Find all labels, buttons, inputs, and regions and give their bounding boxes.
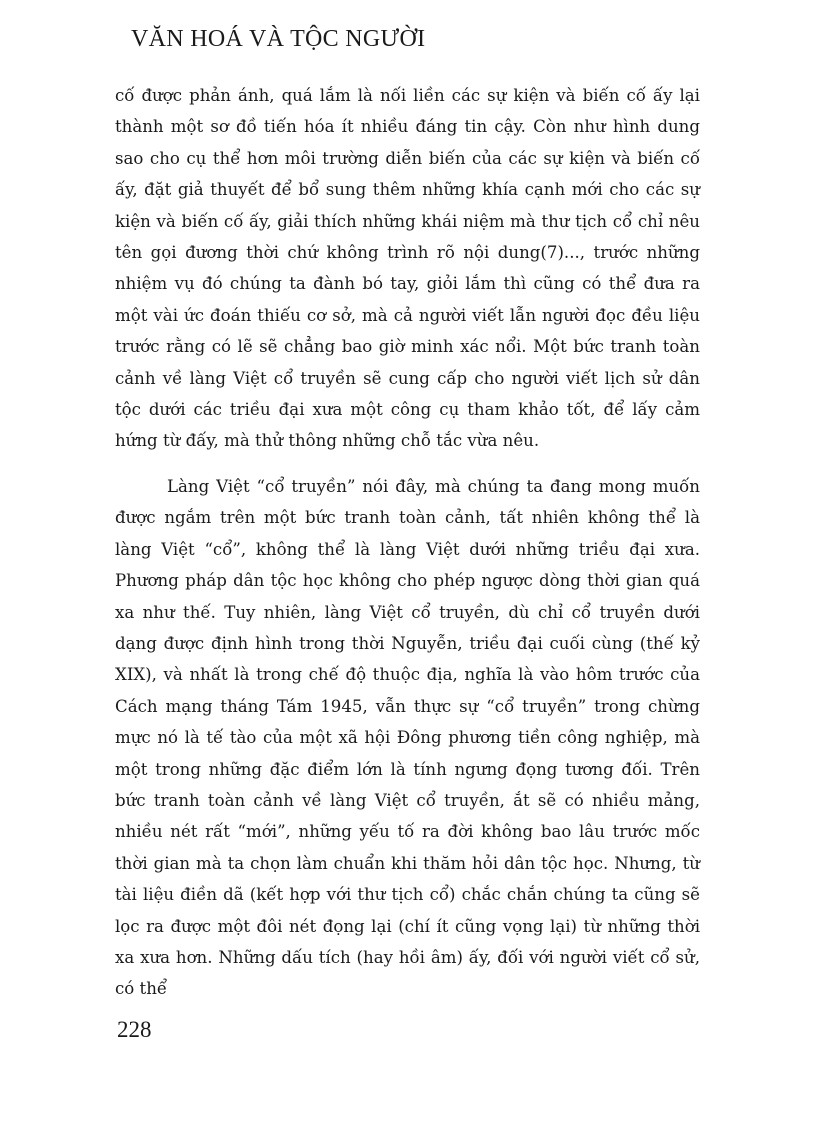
running-header: VĂN HOÁ VÀ TỘC NGƯỜI bbox=[131, 26, 426, 52]
page-body bbox=[115, 80, 700, 1005]
paragraph-continuation: cố được phản ánh, quá lắm là nối liền các sự kiện và biến cố ấy lại thành một sơ đồ tiến hóa ít nhiều đáng tin cậy. Còn như hình dung sao cho cụ thể hơn môi trường diễn biến của các sự kiện và biến cố ấy, đặt giả thuyết để bổ sung thêm những khía cạnh mới cho các sự kiện và biến cố ấy, giải thích những khái niệm mà thư tịch cổ chỉ nêu tên gọi đương thời chứ không trình rõ nội dung(7)..., trước những nhiệm vụ đó chúng ta đành bó tay, giỏi lắm thì cũng có thể đưa ra một vài ức đoán thiếu cơ sở, mà cả người viết lẫn người đọc đều liệu trước rằng có lẽ sẽ chẳng bao giờ minh xác nổi. Một bức tranh toàn cảnh về làng Việt cổ truyền sẽ cung cấp cho người viết lịch sử dân tộc dưới các triều đại xưa một công cụ tham khảo tốt, để lấy cảm hứng từ đấy, mà thử thông những chỗ tắc vừa nêu. bbox=[115, 86, 700, 451]
paragraph-lang-viet-co-truyen: Làng Việt “cổ truyền” nói đây, mà chúng ta đang mong muốn được ngắm trên một bức tranh toàn cảnh, tất nhiên không thể là làng Việt “cổ”, không thể là làng Việt dưới những triều đại xưa. Phương pháp dân tộc học không cho phép ngược dòng thời gian quá xa như thế. Tuy nhiên, làng Việt cổ truyền, dù chỉ cổ truyền dưới dạng được định hình trong thời Nguyễn, triều đại cuối cùng (thế kỷ XIX), và nhất là trong chế độ thuộc địa, nghĩa là vào hôm trước của Cách mạng tháng Tám 1945, vẫn thực sự “cổ truyền” trong chừng mực nó là tế tào của một xã hội Đông phương tiền công nghiệp, mà một trong những đặc điểm lớn là tính ngưng đọng tương đối. Trên bức tranh toàn cảnh về làng Việt cổ truyền, ắt sẽ có nhiều mảng, nhiều nét rất “mới”, những yếu tố ra đời không bao lâu trước mốc thời gian mà ta chọn làm chuẩn khi thăm hỏi dân tộc học. Nhưng, từ tài liệu điền dã (kết hợp với thư tịch cổ) chắc chắn chúng ta cũng sẽ lọc ra được một đôi nét đọng lại (chí ít cũng vọng lại) từ những thời xa xưa hơn. Những dấu tích (hay hồi âm) ấy, đối với người viết cổ sử, có thể bbox=[115, 476, 700, 999]
page-number: 228 bbox=[117, 1017, 152, 1042]
